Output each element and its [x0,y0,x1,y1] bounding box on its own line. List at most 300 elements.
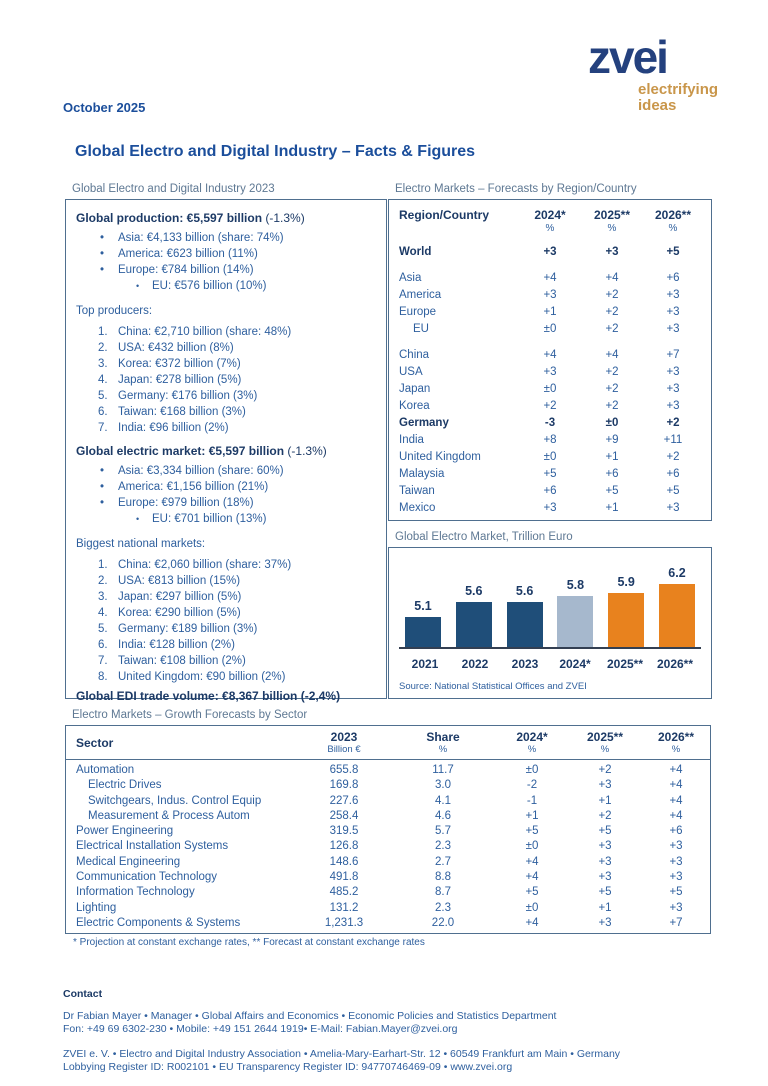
row-value: 2.3 [435,840,451,853]
chart-bars [401,566,699,647]
row-value: 131.2 [329,901,359,914]
row-value: 4.6 [435,809,451,822]
row-label: USA [399,366,423,378]
item-number: 1. [98,326,108,338]
bar [557,596,593,647]
row-value: +3 [669,840,683,853]
chart-x-labels [401,657,699,671]
bullet-glyph: • [136,281,140,291]
region-table-body [399,244,701,517]
row-label: EU [413,323,429,335]
bar-value-label: 5.1 [414,599,432,613]
unit-percent: % [607,223,617,234]
row-value: +3 [605,246,619,258]
item-number: 3. [98,591,108,603]
row-value: +6 [543,485,557,497]
row-value: ±0 [543,323,557,335]
row-value: +3 [666,323,680,335]
numbered-item [74,637,378,653]
item-number: 5. [98,623,108,635]
row-value: 8.8 [435,871,451,884]
bullet-item [74,278,378,294]
global-market-heading [76,444,378,458]
row-value: +5 [543,468,557,480]
bar-value-label: 5.6 [515,584,534,598]
table-row [399,321,701,338]
row-value: ±0 [605,417,619,429]
biggest-markets-list [74,557,378,685]
row-label: Electric Drives [88,779,162,792]
row-value: +4 [669,779,683,792]
global-production-heading-bold: Global production: €5,597 billion [76,211,263,225]
row-value: 22.0 [431,916,455,929]
numbered-item [74,557,378,573]
row-value: +4 [669,809,683,822]
row-value: 148.6 [329,855,359,868]
row-value: +3 [543,502,557,514]
row-value: 2.3 [435,901,451,914]
numbered-item [74,573,378,589]
table-row [66,901,710,916]
unit-percent: % [668,223,678,234]
row-value: 655.8 [329,764,359,776]
table-row [399,466,701,483]
row-label: United Kingdom [399,451,481,463]
row-value: +5 [605,485,619,497]
table-row [399,500,701,517]
global-production-heading [76,211,378,225]
row-value: ±0 [543,451,557,463]
numbered-item [74,388,378,404]
row-value: +6 [605,468,619,480]
electro-market-chart-section [388,531,712,699]
table-row [66,824,710,839]
bullet-text: EU: €701 billion (13%) [152,513,267,525]
item-text: India: €128 billion (2%) [118,639,235,651]
region-table-group [399,347,701,517]
row-value: 169.8 [329,779,359,792]
row-value: +3 [669,901,683,914]
row-value: +3 [666,400,680,412]
numbered-item [74,605,378,621]
region-table-header [399,208,701,222]
bar-group [503,584,547,647]
top-producers-label: Top producers: [76,305,153,317]
top-producers-list [74,324,378,436]
row-value: 491.8 [329,871,359,884]
bullet-glyph: • [100,481,105,493]
table-row [399,449,701,466]
numbered-item [74,356,378,372]
bullet-glyph: • [100,248,105,260]
sector-table-column-header [298,730,390,756]
bullet-glyph: • [100,497,105,509]
market-bullet-list [74,463,378,527]
column-unit: % [438,744,448,755]
item-number: 4. [98,607,108,619]
row-value: +5 [666,485,680,497]
bar-group [553,578,597,647]
row-value: +4 [669,794,683,807]
column-unit: % [527,744,537,755]
row-value: 319.5 [329,825,359,838]
row-value: +3 [598,916,612,929]
sector-table-column-header [496,730,568,756]
industry-facts-box [65,199,387,703]
row-value: +5 [525,886,539,899]
bullet-text: Europe: €784 billion (14%) [118,264,254,276]
item-text: Taiwan: €168 billion (3%) [118,406,246,418]
row-value: +4 [605,349,619,361]
item-text: USA: €432 billion (8%) [118,342,234,354]
bullet-text: Asia: €3,334 billion (share: 60%) [118,465,284,477]
bar [659,584,695,647]
item-number: 6. [98,639,108,651]
row-value: +4 [669,764,683,776]
item-number: 8. [98,671,108,683]
row-label: Automation [76,764,135,776]
row-label: Medical Engineering [76,855,181,868]
row-value: +4 [605,272,619,284]
row-value: +3 [666,383,680,395]
row-value: 485.2 [329,886,359,899]
item-text: Taiwan: €108 billion (2%) [118,655,246,667]
sector-table-column-header [390,730,496,756]
row-value: +3 [598,855,612,868]
row-value: 258.4 [329,809,359,822]
row-value: +7 [666,349,680,361]
bullet-text: EU: €576 billion (10%) [152,280,267,292]
row-value: +3 [598,840,612,853]
sector-table-footnote: * Projection at constant exchange rates, ** Forecast at constant exchange rates [73,937,425,949]
row-value: +2 [605,323,619,335]
sector-table-header [66,726,710,760]
item-text: China: €2,060 billion (share: 37%) [118,559,292,571]
item-text: Korea: €372 billion (7%) [118,358,241,370]
table-row [66,839,710,854]
row-value: +4 [525,855,539,868]
column-unit: % [600,744,610,755]
row-value: +3 [669,855,683,868]
sector-forecast-section-label: Electro Markets – Growth Forecasts by Sector [72,709,308,721]
global-market-heading-bold: Global electric market: €5,597 billion [76,444,285,458]
row-value: +1 [598,794,612,807]
region-table-group [399,244,701,261]
row-value: +5 [525,825,539,838]
row-value: +2 [605,400,619,412]
row-label: Lighting [76,901,117,914]
column-title: 2024* [516,730,548,744]
column-title: 2026** [657,730,695,744]
item-number: 3. [98,358,108,370]
column-title: 2023 [330,730,358,744]
contact-heading: Contact [63,988,103,1000]
bullet-item [74,479,378,495]
bullet-item [74,511,378,527]
table-row [399,270,701,287]
bar-value-label: 5.6 [465,584,483,598]
region-table-unit-row [399,222,701,235]
bullet-glyph: • [136,514,140,524]
row-label: Electrical Installation Systems [76,840,229,853]
item-number: 7. [98,422,108,434]
row-value: +3 [543,289,557,301]
contact-phone-line: Fon: +49 69 6302-230 • Mobile: +49 151 2644 1919• E-Mail: Fabian.Mayer@zvei.org [63,1023,458,1035]
document-date: October 2025 [63,100,146,115]
table-row [399,381,701,398]
numbered-item [74,372,378,388]
region-table-header-2025: 2025** [593,208,631,222]
row-value: +11 [663,434,683,446]
row-value: +8 [543,434,557,446]
row-label: Mexico [399,502,436,514]
table-row [66,885,710,900]
bullet-item [74,230,378,246]
region-table-group [399,270,701,338]
numbered-item [74,621,378,637]
bar-value-label: 5.9 [617,575,635,589]
row-value: +1 [605,502,619,514]
row-value: 8.7 [435,886,451,899]
bar [456,602,492,647]
row-value: +2 [666,417,680,429]
row-value: +5 [666,246,680,258]
contact-section [63,988,723,1086]
row-value: +3 [598,871,612,884]
row-value: +4 [525,916,539,929]
zvei-logo-wordmark: zvei [588,31,667,83]
row-label: Taiwan [399,485,435,497]
item-text: Korea: €290 billion (5%) [118,607,241,619]
bullet-text: Europe: €979 billion (18%) [118,497,254,509]
row-value: ±0 [525,764,539,776]
contact-org-line: ZVEI e. V. • Electro and Digital Industry Association • Amelia-Mary-Earhart-Str. 12 • 60549 Frankfurt am Main • Germany [63,1047,621,1060]
table-row [66,855,710,870]
item-text: Germany: €189 billion (3%) [118,623,258,635]
region-forecast-section-label: Electro Markets – Forecasts by Region/Country [395,183,637,195]
item-number: 4. [98,374,108,386]
row-value: +2 [666,451,680,463]
row-label: Communication Technology [76,871,218,884]
row-label: Japan [399,383,431,395]
item-text: India: €96 billion (2%) [118,422,229,434]
contact-person-block [63,1010,723,1037]
bullet-glyph: • [100,264,105,276]
bullet-text: America: €623 billion (11%) [118,248,258,260]
row-value: +4 [543,272,557,284]
row-label: World [399,246,432,258]
bar-category-label: 2026** [656,657,694,671]
row-value: ±0 [525,840,539,853]
row-value: +6 [666,272,680,284]
column-title: 2025** [586,730,624,744]
numbered-item [74,420,378,436]
bar-category-label: 2023 [511,657,539,671]
row-value: +9 [605,434,619,446]
table-row [66,916,710,931]
zvei-logo-tagline-line1: electrifying [638,81,719,98]
row-label: India [399,434,424,446]
row-value: +2 [543,400,557,412]
row-value: +6 [666,468,680,480]
row-value: 3.0 [435,779,451,792]
contact-person-line: Dr Fabian Mayer • Manager • Global Affairs and Economics • Economic Policies and Statistics Department [63,1009,557,1022]
global-production-change: (-1.3%) [262,211,305,225]
zvei-logo [588,31,719,114]
row-value: 227.6 [329,794,359,807]
global-market-change: (-1.3%) [284,444,327,458]
industry-facts-section-label: Global Electro and Digital Industry 2023 [72,183,275,195]
table-row [66,763,710,778]
item-number: 2. [98,575,108,587]
item-text: Japan: €278 billion (5%) [118,374,242,386]
bar-group [655,566,699,647]
row-value: 5.7 [435,825,451,838]
contact-register-line: Lobbying Register ID: R002101 • EU Transparency Register ID: 94770746469-09 • www.zvei.org [63,1061,513,1073]
table-row [399,287,701,304]
item-number: 2. [98,342,108,354]
row-label: Switchgears, Indus. Control Equip [88,794,262,807]
row-value: +1 [598,901,612,914]
row-label: Asia [399,272,422,284]
table-row [399,432,701,449]
table-row [399,415,701,432]
table-row [399,244,701,261]
bullet-item [74,463,378,479]
row-label: America [399,289,442,301]
item-number: 1. [98,559,108,571]
row-value: 2.7 [435,855,451,868]
bar-value-label: 5.8 [566,578,585,592]
biggest-markets-label: Biggest national markets: [76,538,206,550]
row-label: Information Technology [76,886,195,899]
item-text: USA: €813 billion (15%) [118,575,241,587]
numbered-item [74,589,378,605]
item-text: United Kingdom: €90 billion (2%) [118,671,286,683]
region-table-header-2026: 2026** [654,208,692,222]
row-value: +3 [543,246,557,258]
bullet-item [74,246,378,262]
row-value: +5 [669,886,683,899]
row-value: +3 [666,502,680,514]
row-value: +5 [598,825,612,838]
row-value: +4 [543,349,557,361]
row-label: Power Engineering [76,825,174,838]
column-title: Share [426,730,460,744]
row-value: +6 [669,825,683,838]
contact-org-block [63,1048,723,1075]
table-row [66,870,710,885]
numbered-item [74,669,378,685]
numbered-item [74,324,378,340]
row-value: ±0 [543,383,557,395]
chart-source-note: Source: National Statistical Offices and ZVEI [399,681,587,692]
row-value: +3 [543,366,557,378]
bar-group [604,575,648,647]
row-value: 1,231.3 [324,916,364,929]
row-value: +2 [605,306,619,318]
row-value: +2 [598,764,612,776]
row-label: Europe [399,306,437,318]
sector-table-header-sector: Sector [76,736,114,750]
electro-market-bar-chart [388,547,712,699]
bar-category-label: 2024* [559,657,591,671]
bar-value-label: 6.2 [668,566,686,580]
sector-forecast-table [65,725,711,934]
column-unit: Billion € [327,744,361,755]
edi-trade-volume-line: Global EDI trade volume: €8,367 billion (-2,4%) [76,689,341,703]
column-unit: % [671,744,681,755]
row-value: +2 [598,809,612,822]
item-number: 7. [98,655,108,667]
row-value: +2 [605,289,619,301]
bullet-item [74,262,378,278]
numbered-item [74,653,378,669]
table-row [66,809,710,824]
bar [608,593,644,647]
row-label: China [399,349,430,361]
table-row [399,398,701,415]
sector-table-column-header [568,730,642,756]
row-value: 4.1 [435,794,451,807]
chart-section-label: Global Electro Market, Trillion Euro [395,531,573,543]
item-number: 5. [98,390,108,402]
row-value: -3 [544,417,556,429]
region-forecast-table [388,199,712,521]
table-row [399,364,701,381]
table-row [399,304,701,321]
production-bullet-list [74,230,378,294]
row-value: +2 [605,383,619,395]
row-value: +3 [666,366,680,378]
row-value: 11.7 [432,764,454,776]
zvei-logo-tagline [638,82,718,114]
table-row [399,347,701,364]
zvei-logo-tagline-line2: ideas [638,96,677,114]
chart-x-axis [399,647,701,649]
item-text: Japan: €297 billion (5%) [118,591,242,603]
row-value: 126.8 [329,840,359,853]
sector-forecast-section [65,709,711,948]
bar-category-label: 2025** [606,657,644,671]
row-value: +2 [605,366,619,378]
bar-category-label: 2021 [411,657,439,671]
item-number: 6. [98,406,108,418]
bar [507,602,543,647]
row-label: Electric Components & Systems [76,916,241,929]
sector-table-column-header [642,730,710,756]
row-label: Korea [399,400,430,412]
region-forecast-section [388,183,712,521]
bar-group [452,584,496,647]
bar-category-label: 2022 [461,657,489,671]
item-text: China: €2,710 billion (share: 48%) [118,326,292,338]
row-value: +1 [543,306,557,318]
region-table-header-label: Region/Country [399,208,489,222]
page-title: Global Electro and Digital Industry – Facts & Figures [75,143,476,160]
row-value: +3 [598,779,612,792]
sector-table-body [66,760,710,933]
row-value: +3 [666,306,680,318]
table-row [66,778,710,793]
row-value: +1 [525,809,539,822]
row-value: +5 [598,886,612,899]
bar [405,617,441,647]
row-label: Germany [399,417,449,429]
unit-percent: % [545,223,555,234]
region-table-header-2024: 2024* [534,208,566,222]
row-label: Malaysia [399,468,445,480]
